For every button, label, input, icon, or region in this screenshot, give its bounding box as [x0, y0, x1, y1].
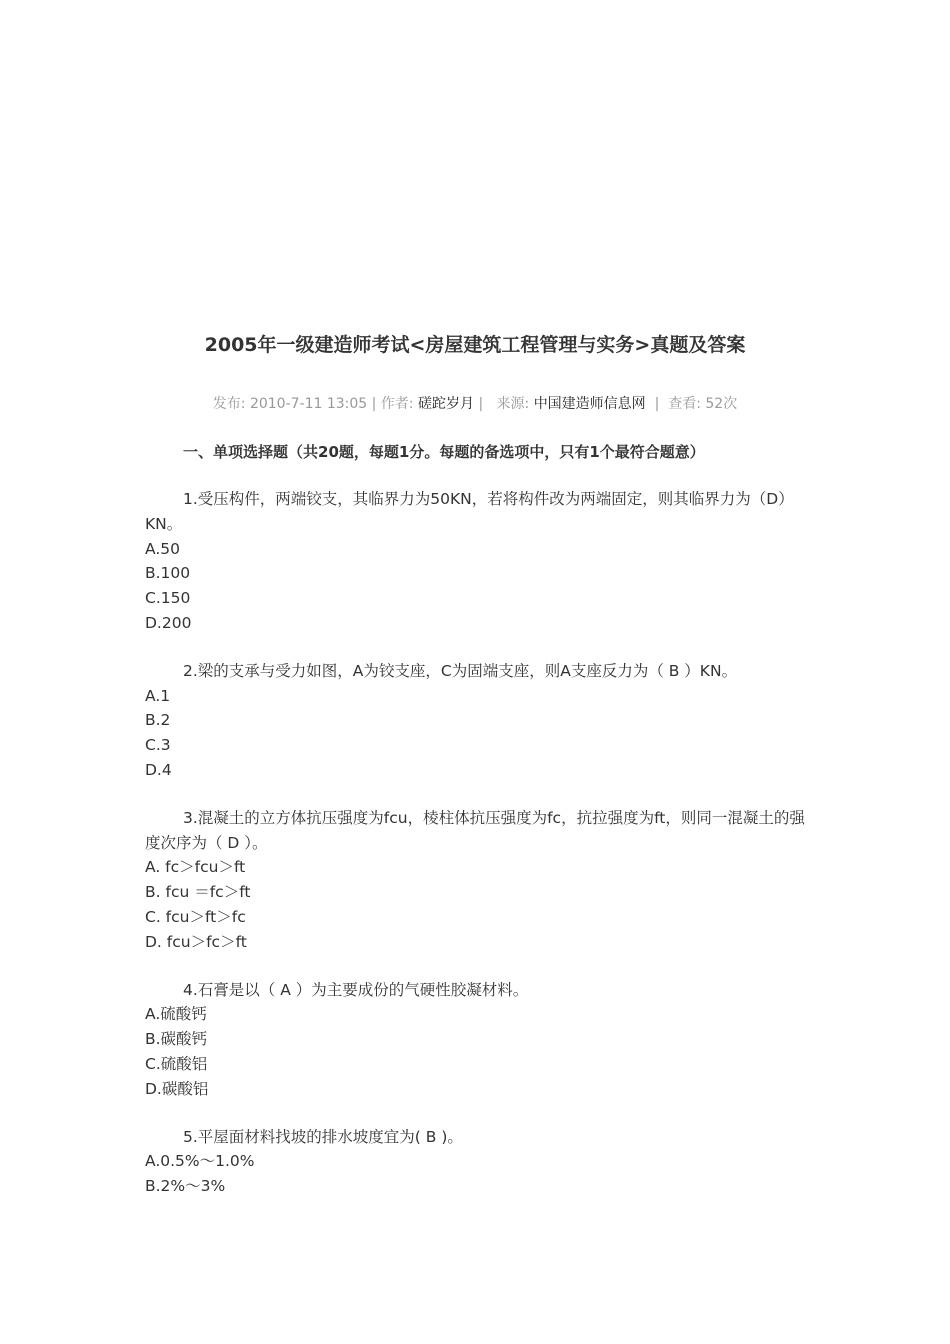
- option-a: A.0.5%～1.0%: [145, 1152, 255, 1171]
- option-d: D.碳酸铝: [145, 1079, 209, 1098]
- option-c: C. fcu＞ft＞fc: [145, 907, 246, 926]
- option-a: A. fc＞fcu＞ft: [145, 858, 246, 877]
- question-stem: 1.受压构件，两端铰支，其临界力为50KN，若将构件改为两端固定，则其临界力为（D）KN。: [145, 490, 794, 533]
- question-stem: 2.梁的支承与受力如图，A为铰支座，C为固端支座，则A支座反力为（ B ）KN。: [183, 661, 738, 680]
- question-item: [145, 806, 810, 955]
- question-item: [145, 659, 810, 783]
- publish-label: 发布:: [212, 396, 246, 412]
- question-list: [145, 487, 810, 1222]
- question-stem: 5.平屋面材料找坡的排水坡度宜为( B )。: [183, 1127, 463, 1146]
- option-b: B.2%～3%: [145, 1177, 226, 1196]
- article-meta: [0, 394, 950, 414]
- question-stem: 3.混凝土的立方体抗压强度为fcu，棱柱体抗压强度为fc，抗拉强度为ft，则同一混凝土的强度次序为（ D ）。: [145, 808, 805, 852]
- views-count: 52次: [705, 396, 738, 412]
- question-item: [145, 978, 810, 1102]
- option-a: A.硫酸钙: [145, 1005, 207, 1024]
- page-title: 2005年一级建造师考试<房屋建筑工程管理与实务>真题及答案: [204, 334, 746, 356]
- question-item: [145, 1125, 810, 1199]
- source-link[interactable]: 中国建造师信息网: [533, 396, 646, 412]
- option-b: B. fcu ＝fc＞ft: [145, 883, 251, 902]
- option-a: A.50: [145, 539, 180, 558]
- option-b: B.碳酸钙: [145, 1030, 208, 1049]
- option-d: D.200: [145, 613, 192, 632]
- option-a: A.1: [145, 686, 171, 705]
- question-item: [145, 487, 810, 636]
- author-link[interactable]: 磋跎岁月: [417, 396, 474, 412]
- option-c: C.硫酸铝: [145, 1054, 208, 1073]
- option-d: D. fcu＞fc＞ft: [145, 932, 247, 951]
- source-label: 来源:: [496, 396, 530, 412]
- author-label: 作者:: [380, 396, 414, 412]
- meta-separator: |: [478, 396, 484, 412]
- meta-separator: |: [371, 396, 377, 412]
- option-c: C.3: [145, 736, 171, 755]
- option-d: D.4: [145, 760, 172, 779]
- publish-date: 2010-7-11 13:05: [249, 396, 368, 412]
- meta-separator: |: [654, 396, 660, 412]
- option-b: B.2: [145, 711, 171, 730]
- section-heading: 一、单项选择题（共20题，每题1分。每题的备选项中，只有1个最符合题意）: [183, 443, 705, 461]
- option-c: C.150: [145, 589, 191, 608]
- question-stem: 4.石膏是以（ A ）为主要成份的气硬性胶凝材料。: [183, 980, 529, 999]
- views-label: 查看:: [668, 396, 701, 412]
- option-b: B.100: [145, 564, 191, 583]
